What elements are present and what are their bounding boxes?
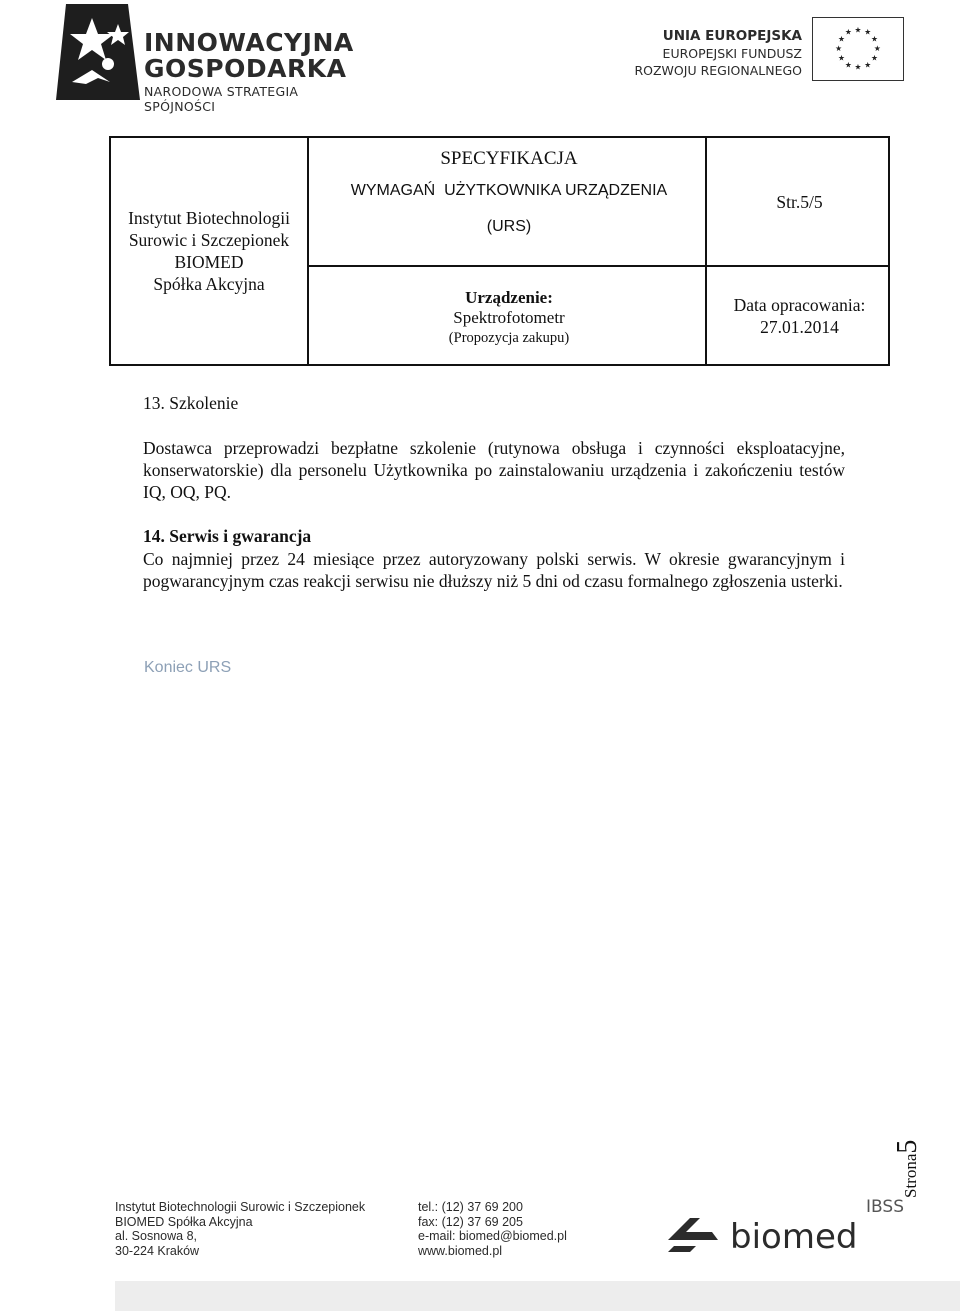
- svg-text:★: ★: [864, 27, 872, 37]
- footer-contact: [418, 1200, 567, 1258]
- footer-address-line: Instytut Biotechnologii Surowic i Szczepionek: [115, 1200, 366, 1214]
- biomed-logo-icon: [660, 1196, 910, 1258]
- section-14-text: Co najmniej przez 24 miesiące przez autoryzowany polski serwis. W okresie gwarancyjnym i pogwarancyjnym czas reakcji serwisu nie dłuższy niż 5 dni od czasu formalnego zgłoszenia usterki.: [143, 549, 845, 591]
- date-value: 27.01.2014: [760, 317, 839, 337]
- svg-text:★: ★: [854, 25, 862, 35]
- biomed-logo: [660, 1196, 910, 1258]
- section-13-text: Dostawca przeprowadzi bezpłatne szkolenie (rutynowa obsługa i czynności eksploatacyjne, konserwatorskie) dla personelu Użytkownika po zainstalowaniu urządzenia i zakończeniu testów IQ, OQ, PQ.: [143, 438, 845, 502]
- device-value: Spektrofotometr: [453, 308, 565, 327]
- page-number: Str.5/5: [776, 191, 823, 212]
- institute-line: Spółka Akcyjna: [153, 274, 265, 294]
- svg-text:★: ★: [870, 34, 878, 44]
- svg-text:★: ★: [870, 53, 878, 63]
- svg-text:★: ★: [844, 60, 852, 70]
- ibss-logo-text: IBSS: [866, 1197, 904, 1217]
- header-table: [109, 136, 890, 366]
- urs-label: (URS): [486, 218, 532, 235]
- eu-line2: EUROPEJSKI FUNDUSZ: [662, 46, 802, 61]
- institute-line: BIOMED: [174, 252, 244, 272]
- device-note: (Propozycja zakupu): [448, 330, 570, 346]
- requirements-title: WYMAGAŃ UŻYTKOWNIKA URZĄDZENIA: [350, 182, 668, 199]
- device-cell: [311, 268, 707, 364]
- eu-fund-text: [634, 28, 802, 79]
- footer-fax: fax: (12) 37 69 205: [418, 1214, 523, 1229]
- svg-text:★: ★: [838, 53, 846, 63]
- footer-address-line: BIOMED Spółka Akcyjna: [115, 1214, 253, 1229]
- footer-phone: tel.: (12) 37 69 200: [418, 1200, 523, 1214]
- date-label: Data opracowania:: [733, 295, 866, 315]
- spec-title: SPECYFIKACJA: [440, 148, 578, 169]
- section-14-heading: 14. Serwis i gwarancja: [143, 526, 312, 546]
- svg-text:★: ★: [864, 60, 872, 70]
- svg-text:★: ★: [835, 43, 843, 53]
- ig-subtitle: NARODOWA STRATEGIA SPÓJNOŚCI: [144, 84, 299, 114]
- innowacyjna-gospodarka-logo: [52, 4, 372, 114]
- institute-line: Instytut Biotechnologii: [128, 208, 290, 228]
- svg-text:★: ★: [854, 62, 862, 72]
- footer-website: www.biomed.pl: [418, 1243, 503, 1258]
- eu-line1: UNIA EUROPEJSKA: [662, 28, 802, 44]
- date-cell: [709, 268, 890, 364]
- eu-line3: ROZWOJU REGIONALNEGO: [634, 63, 802, 78]
- footer-email: e-mail: biomed@biomed.pl: [418, 1229, 567, 1243]
- section-13-heading: 13. Szkolenie: [143, 393, 239, 413]
- svg-text:★: ★: [873, 43, 881, 53]
- footer-address: [115, 1200, 365, 1258]
- institute-cell: [111, 138, 307, 364]
- spec-title-cell: [311, 138, 707, 266]
- ig-title-line1: INNOWACYJNA: [144, 28, 354, 57]
- page-side-label: [892, 1118, 928, 1198]
- end-of-urs-marker: Koniec URS: [144, 659, 232, 676]
- device-label: Urządzenie:: [465, 288, 553, 307]
- biomed-logo-text: biomed: [730, 1217, 858, 1257]
- footer-bar: [115, 1281, 960, 1311]
- page-word: Strona: [901, 1153, 920, 1198]
- ig-title-line2: GOSPODARKA: [144, 54, 347, 83]
- institute-line: Surowic i Szczepionek: [128, 230, 290, 250]
- page-side-number: 5: [892, 1139, 923, 1154]
- svg-text:★: ★: [844, 27, 852, 37]
- page-number-cell: [709, 138, 890, 266]
- footer-address-line: 30-224 Kraków: [115, 1243, 200, 1258]
- star-people-logo-icon: [52, 4, 140, 100]
- svg-text:★: ★: [838, 34, 846, 44]
- footer-address-line: al. Sosnowa 8,: [115, 1229, 197, 1243]
- eu-flag-icon: [812, 17, 904, 81]
